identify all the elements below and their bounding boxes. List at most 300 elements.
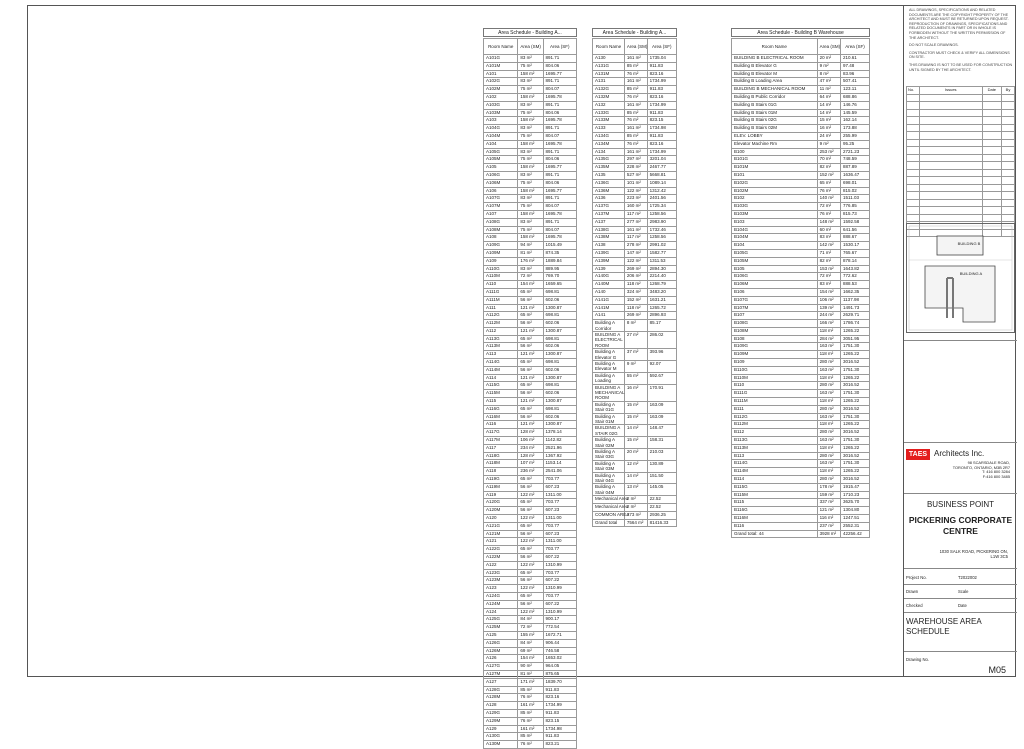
room-name-cell: B115 [732, 499, 818, 507]
area-sf-cell: 1889.84 [543, 257, 576, 265]
area-sm-cell: 122 m² [518, 491, 543, 499]
area-sf-cell: 3016.52 [841, 476, 870, 484]
table-row [732, 515, 870, 523]
area-sm-cell: 280 m² [817, 476, 840, 484]
area-sm-cell: 122 m² [518, 585, 543, 593]
room-name-cell: Mechanical Area [593, 504, 625, 512]
room-name-cell: B104 [732, 242, 818, 250]
table-row [484, 702, 577, 710]
table-row [484, 616, 577, 624]
area-sm-cell: 269 m² [624, 312, 647, 320]
area-sm-cell: 8 m² [624, 320, 647, 332]
divider [904, 598, 1017, 599]
area-sm-cell: 140 m² [817, 195, 840, 203]
note: DO NOT SCALE DRAWINGS. [909, 43, 959, 48]
table-row [593, 384, 677, 401]
key-plan-label-building-b: BUILDING B [957, 241, 981, 246]
table-row [732, 187, 870, 195]
room-name-cell: BUILDING A MECHANICAL ROOM [593, 384, 625, 401]
room-name-cell: B106G [732, 273, 818, 281]
table-row [732, 374, 870, 382]
table-row [732, 530, 870, 538]
issue-cell [907, 154, 920, 162]
area-sm-cell: 158 m² [518, 187, 543, 195]
schedule-title: Area Schedule - Building A... [483, 28, 577, 37]
area-sm-cell: 76 m² [518, 741, 543, 749]
room-name-cell: B105G [732, 249, 818, 257]
area-sm-cell: 106 m² [817, 296, 840, 304]
area-sm-cell: 158 m² [518, 117, 543, 125]
table-row [732, 234, 870, 242]
area-sm-cell: 11 m² [817, 86, 840, 94]
room-name-cell: A115 [484, 398, 518, 406]
area-sf-cell: 1695.78 [543, 140, 576, 148]
table-row [484, 226, 577, 234]
area-sm-cell: 56 m² [518, 390, 543, 398]
area-sm-cell: 69 m² [518, 647, 543, 655]
area-sm-cell: 9 m² [817, 140, 840, 148]
area-sm-cell: 161 m² [518, 725, 543, 733]
table-row [484, 569, 577, 577]
area-sf-cell: 698.81 [543, 288, 576, 296]
area-sm-cell: 121 m² [817, 507, 840, 515]
area-sf-cell: 2629.71 [841, 312, 870, 320]
issue-cell [982, 102, 1001, 110]
area-sf-cell: 2521.96 [543, 444, 576, 452]
area-sm-cell: 56 m² [518, 530, 543, 538]
table-row [484, 452, 577, 460]
room-name-cell: A124M [484, 600, 518, 608]
area-sf-cell: 888.53 [841, 281, 870, 289]
area-sm-cell: 122 m² [518, 561, 543, 569]
area-sm-cell: 85 m² [624, 86, 647, 94]
table-row [593, 460, 677, 472]
area-sf-cell: 1751.30 [841, 413, 870, 421]
area-sm-cell: 72 m² [518, 273, 543, 281]
area-sm-cell: 163 m² [817, 366, 840, 374]
room-name-cell: A109G [484, 242, 518, 250]
area-sm-cell: 83 m² [518, 101, 543, 109]
room-name-cell: Grand total [593, 519, 625, 527]
area-sf-cell: 210.61 [841, 55, 870, 63]
room-name-cell: A112M [484, 320, 518, 328]
table-row [593, 140, 677, 148]
area-sf-cell: 804.07 [543, 203, 576, 211]
room-name-cell: Building B Stairs 01M [732, 109, 818, 117]
room-name-cell: B110G [732, 366, 818, 374]
area-sf-cell: 1491.73 [841, 304, 870, 312]
area-sf-cell: 891.71 [543, 125, 576, 133]
table-row [593, 484, 677, 496]
area-sf-cell: 1304.80 [841, 507, 870, 515]
room-name-cell: A139 [593, 265, 625, 273]
checked-label: Checked [906, 603, 923, 608]
area-sm-cell: 118 m² [817, 444, 840, 452]
room-name-cell: B104M [732, 234, 818, 242]
room-name-cell: A138 [593, 242, 625, 250]
room-name-cell: B114G [732, 460, 818, 468]
issue-row [907, 199, 1015, 207]
room-name-cell: Elevator Machine Rm [732, 140, 818, 148]
issue-row [907, 154, 1015, 162]
table-row [484, 499, 577, 507]
issue-cell [907, 147, 920, 155]
room-name-cell: B110 [732, 382, 818, 390]
area-sf-cell: 823.15 [543, 717, 576, 725]
room-name-cell: A106 [484, 187, 518, 195]
table-row [732, 296, 870, 304]
table-row [593, 273, 677, 281]
room-name-cell: A123G [484, 569, 518, 577]
project-name [904, 515, 1017, 537]
area-sm-cell: 83 m² [518, 218, 543, 226]
room-name-cell: B101G [732, 156, 818, 164]
table-row [484, 179, 577, 187]
area-sm-cell: 161 m² [624, 148, 647, 156]
room-name-cell: A130M [484, 741, 518, 749]
schedule-table [483, 38, 577, 749]
project-name-line: PICKERING CORPORATE [908, 515, 1013, 525]
table-row [484, 733, 577, 741]
area-sm-cell: 71 m² [817, 249, 840, 257]
area-sf-cell: 823.16 [543, 694, 576, 702]
area-sm-cell: 277 m² [624, 218, 647, 226]
area-sm-cell: 85 m² [624, 109, 647, 117]
area-sf-cell: 2552.31 [841, 522, 870, 530]
table-row [593, 496, 677, 504]
area-sf-cell: 1734.99 [543, 702, 576, 710]
room-name-cell: A107G [484, 195, 518, 203]
issue-cell [1002, 199, 1015, 207]
area-sm-cell: 65 m² [518, 569, 543, 577]
firm-phone: T: 416 800 3284 [982, 469, 1010, 475]
key-plan [906, 223, 1015, 333]
table-row [484, 538, 577, 546]
room-name-cell: A107 [484, 210, 518, 218]
area-sm-cell: 228 m² [624, 164, 647, 172]
table-row [484, 390, 577, 398]
area-sf-cell: 1751.30 [841, 390, 870, 398]
area-sf-cell: 1300.87 [543, 304, 576, 312]
table-row [484, 655, 577, 663]
room-name-cell: Building A Stair 04M [593, 484, 625, 496]
room-name-cell: A123M [484, 577, 518, 585]
room-name-cell: Building A Stair 02M [593, 437, 625, 449]
area-sf-cell: 2214.40 [647, 273, 676, 281]
table-row [732, 265, 870, 273]
room-name-cell: A117M [484, 437, 518, 445]
room-name-cell: A120 [484, 515, 518, 523]
room-name-cell: A103 [484, 117, 518, 125]
issue-cell [982, 192, 1001, 200]
area-sm-cell: 153 m² [817, 265, 840, 273]
room-name-cell: A115G [484, 382, 518, 390]
room-name-cell: A123 [484, 585, 518, 593]
room-name-cell: Building A Loading [593, 372, 625, 384]
area-sm-cell: 121 m² [518, 421, 543, 429]
room-name-cell: A141M [593, 304, 625, 312]
room-name-cell: A134G [593, 132, 625, 140]
room-name-cell: B114 [732, 476, 818, 484]
area-sf-cell: 1659.65 [543, 281, 576, 289]
area-sm-cell: 158 m² [518, 93, 543, 101]
area-sf-cell: 1735.04 [647, 55, 676, 63]
area-sm-cell: 158 m² [518, 164, 543, 172]
area-sf-cell: 1300.87 [543, 351, 576, 359]
room-name-cell: A138G [593, 226, 625, 234]
area-sm-cell: 83 m² [518, 55, 543, 63]
room-name-cell: A137 [593, 218, 625, 226]
room-name-cell: A110 [484, 281, 518, 289]
table-row [732, 86, 870, 94]
table-row [593, 437, 677, 449]
area-sf-cell: 3016.52 [841, 429, 870, 437]
area-sf-cell: 823.16 [647, 70, 676, 78]
table-row [484, 312, 577, 320]
room-name-cell: A108M [484, 226, 518, 234]
room-name-cell: A118G [484, 452, 518, 460]
room-name-cell: A130 [593, 55, 625, 63]
table-row [484, 359, 577, 367]
area-sf-cell: 804.07 [543, 226, 576, 234]
area-sf-cell: 1367.92 [543, 452, 576, 460]
area-sm-cell: 90 m² [518, 663, 543, 671]
issue-row [907, 124, 1015, 132]
table-row [593, 226, 677, 234]
area-sf-cell: 607.22 [543, 554, 576, 562]
table-row [484, 320, 577, 328]
room-name-cell: B105M [732, 257, 818, 265]
area-sm-cell: 76 m² [518, 717, 543, 725]
area-sm-cell: 337 m² [817, 499, 840, 507]
issue-row [907, 147, 1015, 155]
area-sm-cell: 171 m² [518, 678, 543, 686]
table-row [484, 218, 577, 226]
room-name-cell: A125 [484, 631, 518, 639]
room-name-cell: A121M [484, 530, 518, 538]
table-row [732, 132, 870, 140]
area-sm-cell: 84 m² [518, 639, 543, 647]
area-sf-cell: 688.86 [841, 93, 870, 101]
room-name-cell: A110G [484, 265, 518, 273]
area-sm-cell: 142 m² [817, 242, 840, 250]
area-sf-cell: 607.22 [543, 600, 576, 608]
firm-name: Architects Inc. [934, 449, 985, 458]
room-name-cell: B102 [732, 195, 818, 203]
room-name-cell: B103G [732, 203, 818, 211]
firm-address-line: TORONTO, ONTARIO, M3B 2R7 [952, 464, 1010, 470]
table-row [593, 234, 677, 242]
room-name-cell: Grand total: 44 [732, 530, 818, 538]
room-name-cell: A119G [484, 476, 518, 484]
room-name-cell: A125G [484, 616, 518, 624]
table-row [593, 425, 677, 437]
area-sf-cell: 1089.14 [647, 179, 676, 187]
issue-row [907, 177, 1015, 185]
table-row [732, 390, 870, 398]
area-sf-cell: 804.06 [543, 62, 576, 70]
table-row [593, 55, 677, 63]
table-row [484, 164, 577, 172]
room-name-cell: A135 [593, 171, 625, 179]
room-name-cell: A139G [593, 249, 625, 257]
table-row [484, 647, 577, 655]
area-sm-cell: 122 m² [518, 538, 543, 546]
issue-cell [919, 109, 982, 117]
room-name-cell: A115M [484, 390, 518, 398]
issue-cell [907, 192, 920, 200]
drawing-number: M05 [988, 665, 1006, 675]
issue-cell [982, 147, 1001, 155]
issue-cell [982, 117, 1001, 125]
table-row [732, 242, 870, 250]
area-sm-cell: 161 m² [624, 55, 647, 63]
issue-cell [907, 94, 920, 102]
area-sf-cell: 804.07 [543, 132, 576, 140]
issue-cell [1002, 94, 1015, 102]
issue-cell [1002, 207, 1015, 215]
table-row [484, 577, 577, 585]
area-sf-cell: 887.89 [841, 164, 870, 172]
area-sf-cell: 875.65 [543, 670, 576, 678]
area-sf-cell: 804.06 [543, 156, 576, 164]
room-name-cell: B115M [732, 491, 818, 499]
area-sm-cell: 161 m² [624, 78, 647, 86]
area-sf-cell: 804.07 [543, 86, 576, 94]
room-name-cell: A102 [484, 93, 518, 101]
table-row [593, 372, 677, 384]
area-sm-cell: 75 m² [518, 203, 543, 211]
area-sf-cell: 1582.77 [647, 249, 676, 257]
room-name-cell: A132M [593, 93, 625, 101]
area-sm-cell: 2 m² [624, 496, 647, 504]
divider [904, 651, 1017, 652]
room-name-cell: B111 [732, 405, 818, 413]
area-sf-cell: 1636.47 [841, 171, 870, 179]
title-block [903, 5, 1016, 677]
table-row [484, 429, 577, 437]
table-row [484, 382, 577, 390]
area-sm-cell: 161 m² [624, 226, 647, 234]
room-name-cell: A106M [484, 179, 518, 187]
area-sf-cell: 1695.78 [543, 117, 576, 125]
issue-cell [1002, 139, 1015, 147]
room-name-cell: BUILDING B MECHANICAL ROOM [732, 86, 818, 94]
room-name-cell: A118M [484, 460, 518, 468]
area-sf-cell: 507.41 [841, 78, 870, 86]
issue-cell [982, 154, 1001, 162]
table-row [732, 288, 870, 296]
area-sm-cell: 116 m² [817, 515, 840, 523]
room-name-cell: B112M [732, 421, 818, 429]
table-row [593, 242, 677, 250]
area-sf-cell: 2894.30 [647, 265, 676, 273]
area-sf-cell: 602.06 [543, 413, 576, 421]
room-name-cell: A128G [484, 686, 518, 694]
area-sf-cell: 1751.30 [841, 343, 870, 351]
issue-cell [1002, 109, 1015, 117]
area-sf-cell: 2721.23 [841, 148, 870, 156]
area-sf-cell: 3016.52 [841, 382, 870, 390]
issue-row [907, 139, 1015, 147]
table-row [732, 429, 870, 437]
table-row [732, 335, 870, 343]
issue-cell [982, 162, 1001, 170]
area-sm-cell: 284 m² [817, 335, 840, 343]
room-name-cell: Building A Stair 03G [593, 449, 625, 461]
area-sm-cell: 139 m² [817, 304, 840, 312]
area-sm-cell: 118 m² [817, 468, 840, 476]
area-sm-cell: 280 m² [817, 405, 840, 413]
area-sm-cell: 65 m² [518, 312, 543, 320]
area-sf-cell: 703.77 [543, 499, 576, 507]
area-sm-cell: 236 m² [518, 468, 543, 476]
area-sm-cell: 16 m² [624, 384, 647, 401]
room-name-cell: A137G [593, 203, 625, 211]
room-name-cell: A133G [593, 109, 625, 117]
room-name-cell: A140 [593, 288, 625, 296]
area-sf-cell: 1631.21 [647, 296, 676, 304]
issue-cell [919, 162, 982, 170]
area-sf-cell: 878.14 [841, 257, 870, 265]
room-name-cell: A127G [484, 663, 518, 671]
table-row [484, 670, 577, 678]
area-sf-cell: 3016.52 [841, 452, 870, 460]
area-sm-cell: 244 m² [817, 312, 840, 320]
room-name-cell: COMMON AREA [593, 511, 625, 519]
area-sm-cell: 163 m² [817, 437, 840, 445]
area-sf-cell: 815.73 [841, 210, 870, 218]
room-name-cell: A116M [484, 413, 518, 421]
table-row [732, 195, 870, 203]
room-name-cell: A126 [484, 655, 518, 663]
drawn-label: Drawn [906, 589, 919, 594]
issue-cell [982, 177, 1001, 185]
table-row [484, 304, 577, 312]
room-name-cell: Building A Corridor [593, 320, 625, 332]
room-name-cell: A101G [484, 55, 518, 63]
area-sf-cell: 1786.74 [841, 320, 870, 328]
area-sm-cell: 56 m² [518, 554, 543, 562]
table-row [484, 608, 577, 616]
room-name-cell: B101M [732, 164, 818, 172]
room-name-cell: A106G [484, 171, 518, 179]
area-sm-cell: 65 m² [518, 359, 543, 367]
table-row [732, 210, 870, 218]
area-sm-cell: 223 m² [624, 195, 647, 203]
issue-row [907, 214, 1015, 222]
area-sf-cell: 1734.99 [647, 101, 676, 109]
room-name-cell: A102G [484, 78, 518, 86]
table-row [484, 725, 577, 733]
room-name-cell: A111 [484, 304, 518, 312]
column-header: Room Name [593, 39, 625, 55]
room-name-cell: A132 [593, 101, 625, 109]
area-sm-cell: 9 m² [624, 360, 647, 372]
area-sf-cell: 746.58 [543, 647, 576, 655]
table-row [484, 585, 577, 593]
table-row [732, 304, 870, 312]
area-sf-cell: 3016.52 [841, 359, 870, 367]
room-name-cell: Mechanical Area [593, 496, 625, 504]
area-sf-cell: 602.06 [543, 296, 576, 304]
table-row [732, 413, 870, 421]
room-name-cell: Building B Public Corridor [732, 93, 818, 101]
area-sf-cell: 698.81 [543, 382, 576, 390]
area-sf-cell: 1311.53 [647, 257, 676, 265]
area-sm-cell: 107 m² [518, 460, 543, 468]
area-sm-cell: 280 m² [817, 359, 840, 367]
